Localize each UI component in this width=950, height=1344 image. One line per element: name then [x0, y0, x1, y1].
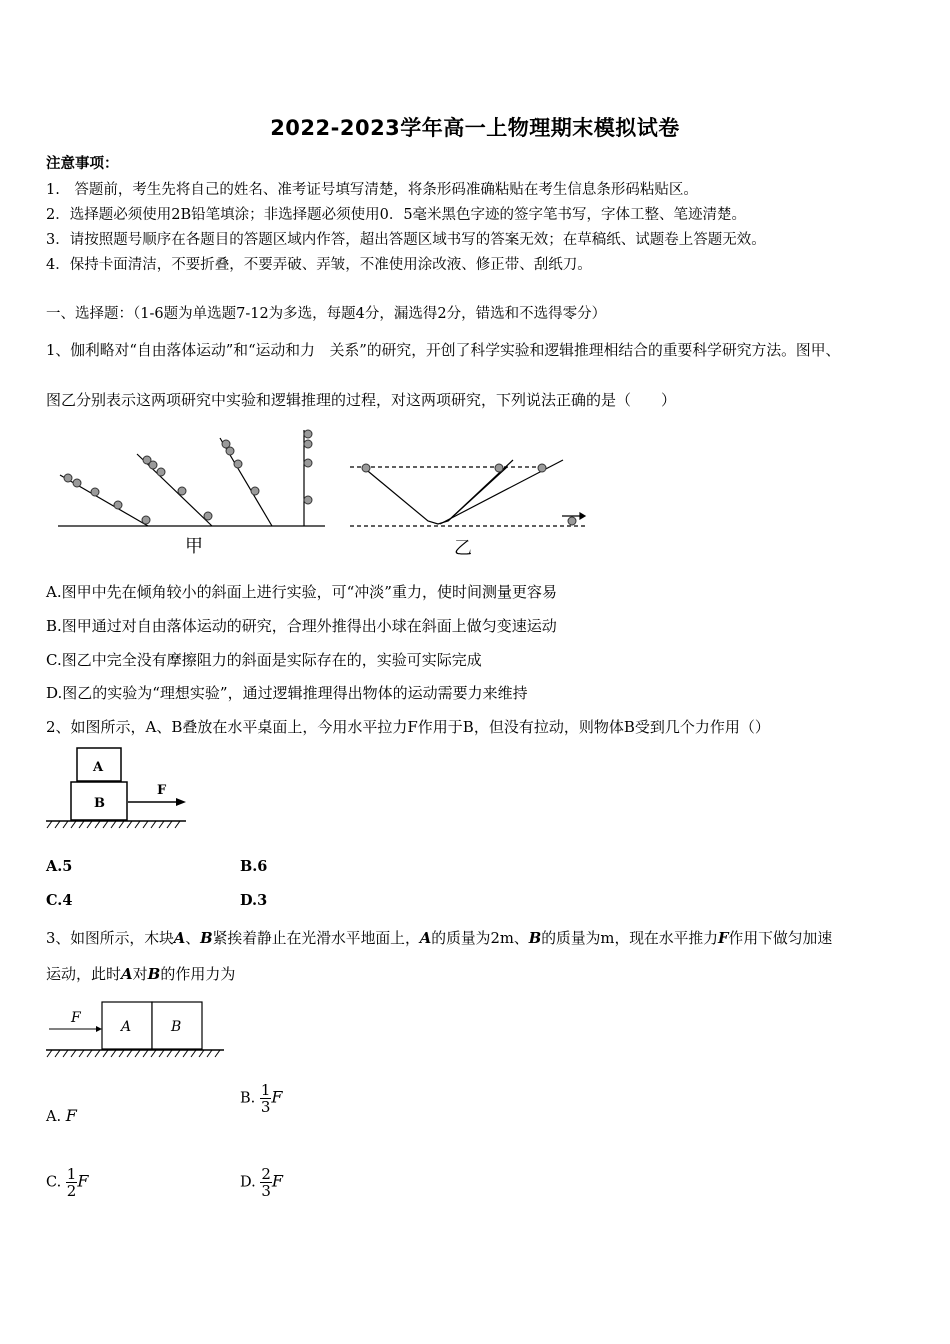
- fraction: $\frac{1}{2}$: [66, 1165, 77, 1200]
- q2-fig-label-f: F: [157, 783, 167, 798]
- q3-option-d: D. $\frac{2}{3}$ F: [240, 1165, 283, 1200]
- q2-option-b: B.6: [240, 858, 268, 875]
- notice-item-4: 4．保持卡面清洁，不要折叠，不要弄破、弄皱，不准使用涂改液、修正带、刮纸刀。: [46, 257, 592, 273]
- q3-option-b: B. $\frac{1}{3}$ F: [240, 1081, 283, 1116]
- fraction: $\frac{2}{3}$: [261, 1165, 271, 1200]
- figure-jia: [58, 430, 325, 526]
- figure-yi: [350, 460, 588, 526]
- q2-option-d: D.3: [240, 892, 268, 909]
- q3-option-a: A. F: [46, 1106, 77, 1125]
- q1-figure: [40, 420, 620, 570]
- q3-stem-line1: 3、如图所示，木块A、B紧挨着静止在光滑水平地面上，A的质量为2m、B的质量为m，现在水平推力F作用下做匀加速: [46, 930, 833, 947]
- q1-stem-line2: 图乙分别表示这两项研究中实验和逻辑推理的过程，对这两项研究，下列说法正确的是（ ）: [46, 391, 677, 409]
- q2-fig-label-b: B: [94, 796, 105, 811]
- q1-option-c: C.图乙中完全没有摩擦阻力的斜面是实际存在的，实验可实际完成: [46, 651, 482, 669]
- q1-option-a: A.图甲中先在倾角较小的斜面上进行实验，可“冲淡”重力，使时间测量更容易: [46, 583, 557, 601]
- section-heading: 一、选择题：（1-6题为单选题7-12为多选，每题4分，漏选得2分，错选和不选得零分）: [46, 306, 607, 322]
- q2-option-c: C.4: [46, 892, 73, 909]
- notice-item-2: 2．选择题必须使用2B铅笔填涂；非选择题必须使用0．5毫米黑色字迹的签字笔书写，字体工整、笔迹清楚。: [46, 207, 747, 223]
- q3-figure: [44, 998, 229, 1063]
- q3-fig-label-a: A: [121, 1019, 132, 1035]
- figure-jia-balls: [64, 430, 312, 524]
- figure-label-yi: 乙: [454, 538, 472, 559]
- q1-stem-line1: 1、伽利略对“自由落体运动”和“运动和力 关系”的研究，开创了科学实验和逻辑推理相结合的重要科学研究方法。图甲、: [46, 342, 841, 359]
- fraction: $\frac{1}{3}$: [260, 1081, 271, 1116]
- page-title: 2022-2023学年高一上物理期末模拟试卷: [270, 116, 680, 140]
- q1-option-d: D.图乙的实验为“理想实验”，通过逻辑推理得出物体的运动需要力来维持: [46, 684, 528, 702]
- q3-fig-label-b: B: [171, 1019, 182, 1035]
- q3-fig-label-f: F: [71, 1010, 81, 1026]
- q3-option-c: C. $\frac{1}{2}$ F: [46, 1165, 89, 1200]
- notice-item-1: 1. 答题前，考生先将自己的姓名、准考证号填写清楚，将条形码准确粘贴在考生信息条形码粘贴区。: [46, 182, 698, 198]
- q2-stem: 2、如图所示，A、B叠放在水平桌面上，今用水平拉力F作用于B，但没有拉动，则物体B受到几个力作用（）: [46, 718, 770, 736]
- q2-option-a: A.5: [46, 858, 73, 875]
- notice-item-3: 3．请按照题号顺序在各题目的答题区域内作答，超出答题区域书写的答案无效；在草稿纸、试题卷上答题无效。: [46, 232, 766, 248]
- figure-label-jia: 甲: [185, 536, 203, 557]
- notice-heading: 注意事项：: [46, 155, 119, 172]
- q2-figure: [44, 745, 194, 835]
- q2-fig-label-a: A: [93, 760, 104, 775]
- q3-stem-line2: 运动，此时A对B的作用力为: [46, 965, 236, 983]
- q1-option-b: B.图甲通过对自由落体运动的研究，合理外推得出小球在斜面上做匀变速运动: [46, 617, 557, 635]
